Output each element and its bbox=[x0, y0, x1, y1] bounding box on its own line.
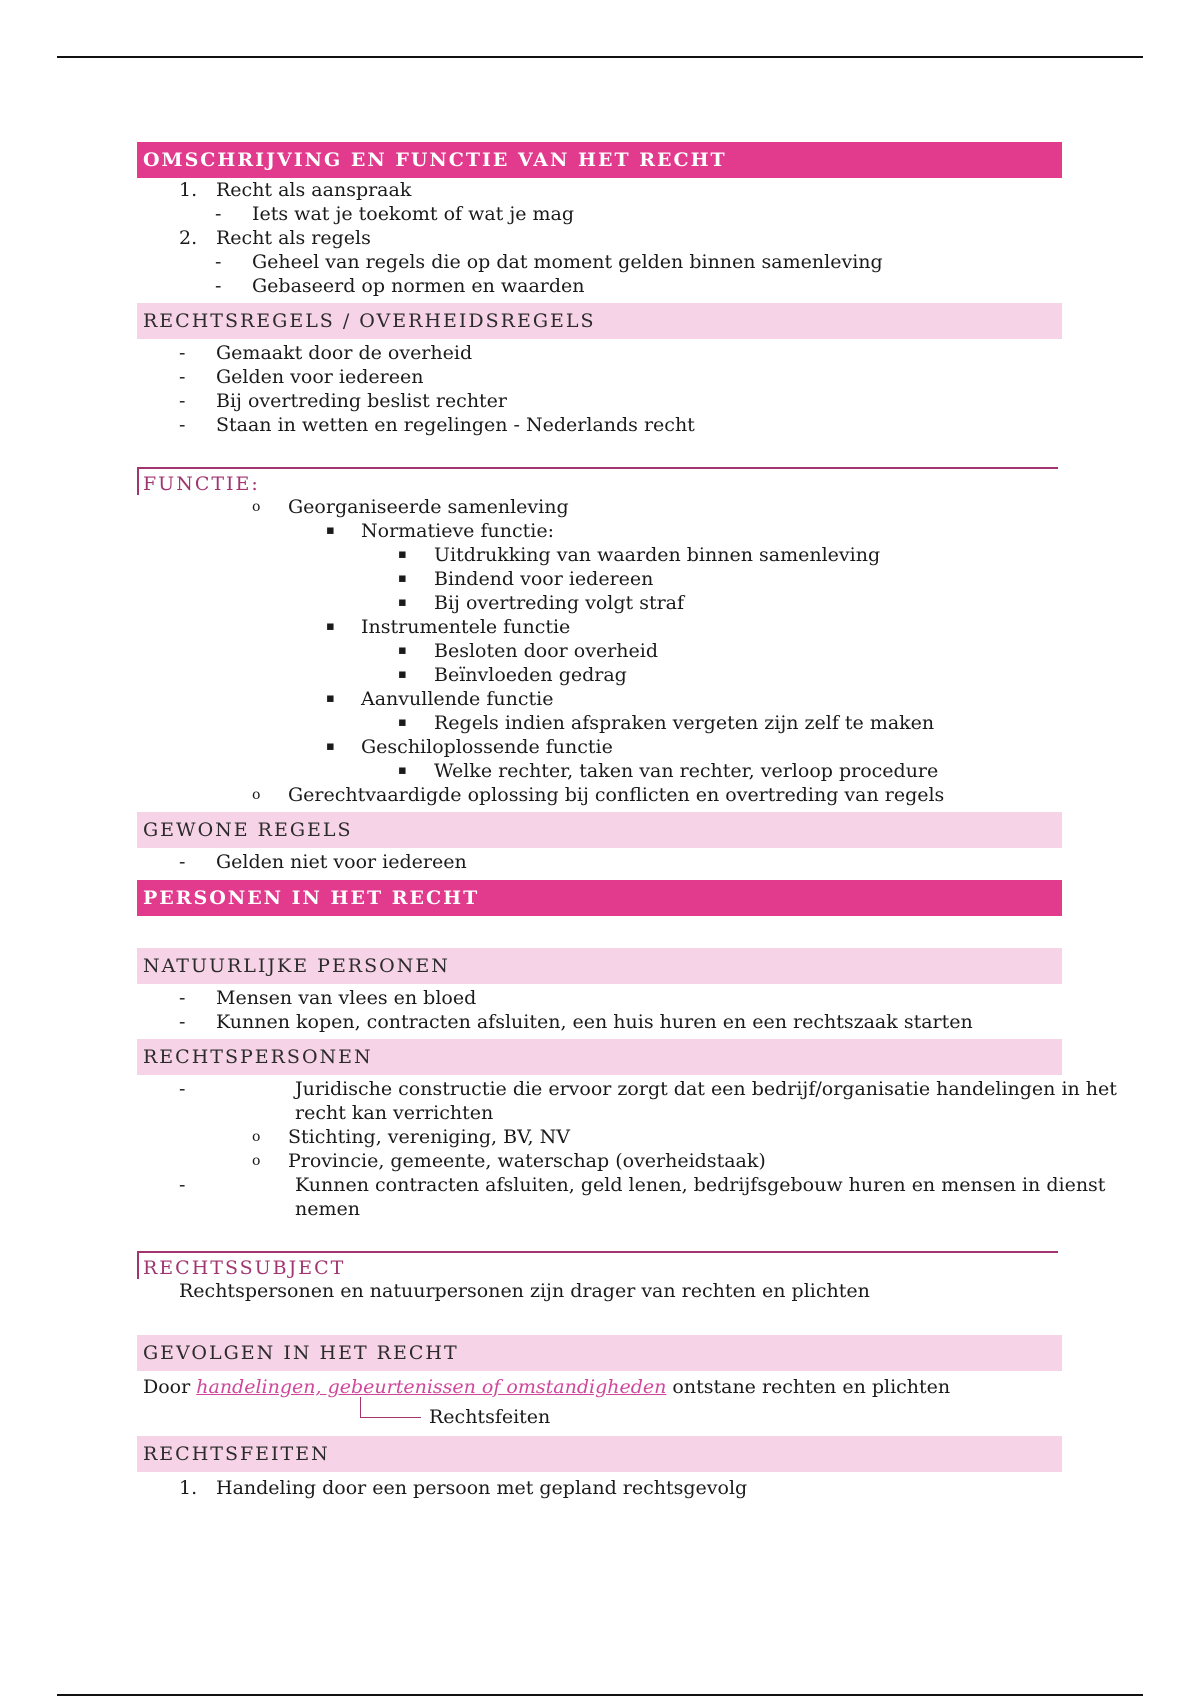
list-item bbox=[137, 1010, 1062, 1034]
list-text: Geheel van regels die op dat moment gelden binnen samenleving bbox=[252, 251, 883, 273]
list-item bbox=[137, 735, 1062, 759]
square-bullet: ▪ bbox=[398, 571, 407, 586]
list-text: Mensen van vlees en bloed bbox=[216, 987, 477, 1009]
heading-omschrijving: OMSCHRIJVING EN FUNCTIE VAN HET RECHT bbox=[137, 142, 1062, 178]
list-item bbox=[137, 389, 1062, 413]
heading-gewone-regels: GEWONE REGELS bbox=[137, 812, 1062, 848]
top-rule bbox=[57, 56, 1143, 58]
list-number: 2. bbox=[179, 227, 198, 249]
list-text: Georganiseerde samenleving bbox=[288, 496, 569, 518]
list-item bbox=[137, 365, 1062, 389]
dash-bullet: - bbox=[179, 851, 186, 873]
list-item bbox=[137, 341, 1062, 365]
square-bullet: ▪ bbox=[398, 595, 407, 610]
dash-bullet: - bbox=[179, 390, 186, 412]
list-item bbox=[137, 543, 1062, 567]
list-item bbox=[137, 178, 1062, 202]
square-bullet: ▪ bbox=[398, 715, 407, 730]
heading-personen: PERSONEN IN HET RECHT bbox=[137, 880, 1062, 916]
list-text: Gelden niet voor iedereen bbox=[216, 851, 467, 873]
list-text: Beïnvloeden gedrag bbox=[434, 664, 627, 686]
callout bbox=[137, 1399, 1062, 1431]
list-text: Normatieve functie: bbox=[361, 520, 554, 542]
list-text: Staan in wetten en regelingen - Nederlands recht bbox=[216, 414, 695, 436]
dash-bullet: - bbox=[215, 251, 222, 273]
list-text: Recht als regels bbox=[216, 227, 371, 249]
list-item bbox=[137, 1125, 1062, 1149]
callout-label: Rechtsfeiten bbox=[429, 1406, 551, 1428]
list-text: Provincie, gemeente, waterschap (overheidstaak) bbox=[288, 1150, 766, 1172]
list-text: Regels indien afspraken vergeten zijn zelf te maken bbox=[434, 712, 935, 734]
list-text: Bij overtreding beslist rechter bbox=[216, 390, 508, 412]
list-text: Kunnen kopen, contracten afsluiten, een huis huren en een rechtszaak starten bbox=[216, 1011, 973, 1033]
list-item bbox=[137, 615, 1062, 639]
list-text: Besloten door overheid bbox=[434, 640, 659, 662]
list-text: Gerechtvaardigde oplossing bij conflicten en overtreding van regels bbox=[288, 784, 945, 806]
paragraph bbox=[137, 1279, 1062, 1303]
document-body bbox=[137, 142, 1117, 1500]
list-item bbox=[137, 519, 1062, 543]
list-item bbox=[137, 495, 1062, 519]
list-text: Juridische constructie die ervoor zorgt dat een bedrijf/organisatie handelingen in het recht kan verrichten bbox=[295, 1078, 1117, 1124]
list-item bbox=[137, 663, 1062, 687]
square-bullet: ▪ bbox=[398, 763, 407, 778]
square-bullet: ▪ bbox=[326, 691, 335, 706]
list-item bbox=[137, 226, 1062, 250]
heading-rechtspersonen: RECHTSPERSONEN bbox=[137, 1039, 1062, 1075]
list-number: 1. bbox=[179, 1477, 198, 1499]
list-item bbox=[137, 202, 1062, 226]
square-bullet: ▪ bbox=[398, 667, 407, 682]
circle-bullet: o bbox=[252, 1129, 261, 1145]
list-text: Gebaseerd op normen en waarden bbox=[252, 275, 585, 297]
list-item bbox=[137, 986, 1062, 1010]
dash-bullet: - bbox=[179, 1174, 186, 1196]
highlighted-text: handelingen, gebeurtenissen of omstandigheden bbox=[196, 1376, 667, 1398]
list-item bbox=[137, 639, 1062, 663]
list-text: Bij overtreding volgt straf bbox=[434, 592, 685, 614]
list-item bbox=[137, 1476, 1062, 1500]
dash-bullet: - bbox=[179, 1078, 186, 1100]
list-text: Welke rechter, taken van rechter, verloop procedure bbox=[434, 760, 939, 782]
heading-rechtsfeiten: RECHTSFEITEN bbox=[137, 1436, 1062, 1472]
list-text: Aanvullende functie bbox=[361, 688, 554, 710]
list-item bbox=[137, 687, 1062, 711]
dash-bullet: - bbox=[179, 342, 186, 364]
text-post: ontstane rechten en plichten bbox=[672, 1376, 951, 1398]
list-item bbox=[137, 850, 1062, 874]
bottom-rule bbox=[57, 1694, 1143, 1696]
list-text: Stichting, vereniging, BV, NV bbox=[288, 1126, 570, 1148]
heading-natuurlijke-personen: NATUURLIJKE PERSONEN bbox=[137, 948, 1062, 984]
heading-functie: FUNCTIE: bbox=[137, 467, 1058, 495]
list-text: Gelden voor iedereen bbox=[216, 366, 424, 388]
paragraph bbox=[137, 1375, 1062, 1399]
list-text: Bindend voor iedereen bbox=[434, 568, 654, 590]
list-text: Instrumentele functie bbox=[361, 616, 571, 638]
circle-bullet: o bbox=[252, 499, 261, 515]
heading-rechtssubject: RECHTSSUBJECT bbox=[137, 1251, 1058, 1279]
list-text: Recht als aanspraak bbox=[216, 179, 412, 201]
dash-bullet: - bbox=[215, 203, 222, 225]
list-text: Iets wat je toekomt of wat je mag bbox=[252, 203, 575, 225]
list-item bbox=[137, 759, 1062, 783]
square-bullet: ▪ bbox=[326, 739, 335, 754]
list-number: 1. bbox=[179, 179, 198, 201]
heading-rechtsregels: RECHTSREGELS / OVERHEIDSREGELS bbox=[137, 303, 1062, 339]
list-text: Kunnen contracten afsluiten, geld lenen, bedrijfsgebouw huren en mensen in dienst nemen bbox=[295, 1174, 1106, 1220]
circle-bullet: o bbox=[252, 787, 261, 803]
list-item bbox=[137, 567, 1062, 591]
dash-bullet: - bbox=[179, 366, 186, 388]
paragraph-text: Rechtspersonen en natuurpersonen zijn drager van rechten en plichten bbox=[179, 1280, 870, 1302]
square-bullet: ▪ bbox=[326, 619, 335, 634]
dash-bullet: - bbox=[179, 414, 186, 436]
list-item bbox=[137, 1077, 1117, 1125]
list-item bbox=[137, 711, 1062, 735]
square-bullet: ▪ bbox=[326, 523, 335, 538]
list-item bbox=[137, 1149, 1062, 1173]
circle-bullet: o bbox=[252, 1153, 261, 1169]
list-item bbox=[137, 591, 1062, 615]
list-text: Uitdrukking van waarden binnen samenleving bbox=[434, 544, 881, 566]
list-item bbox=[137, 250, 1062, 274]
list-text: Gemaakt door de overheid bbox=[216, 342, 473, 364]
list-item bbox=[137, 1173, 1106, 1221]
list-item bbox=[137, 783, 1062, 807]
dash-bullet: - bbox=[179, 1011, 186, 1033]
list-text: Handeling door een persoon met gepland rechtsgevolg bbox=[216, 1477, 748, 1499]
dash-bullet: - bbox=[179, 987, 186, 1009]
list-text: Geschiloplossende functie bbox=[361, 736, 613, 758]
square-bullet: ▪ bbox=[398, 547, 407, 562]
dash-bullet: - bbox=[215, 275, 222, 297]
callout-connector bbox=[360, 1397, 421, 1418]
square-bullet: ▪ bbox=[398, 643, 407, 658]
list-item bbox=[137, 274, 1062, 298]
list-item bbox=[137, 413, 1062, 437]
heading-gevolgen: GEVOLGEN IN HET RECHT bbox=[137, 1335, 1062, 1371]
text-pre: Door bbox=[143, 1376, 191, 1398]
